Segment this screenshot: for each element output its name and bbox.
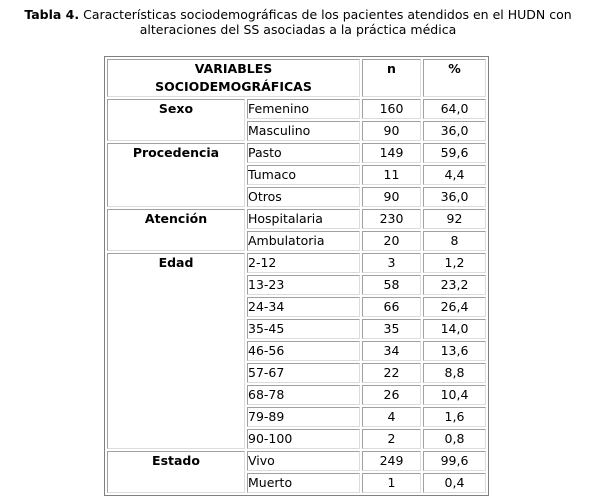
percent-cell: 10,4: [423, 385, 486, 405]
percent-cell: 13,6: [423, 341, 486, 361]
category-cell: Muerto: [247, 473, 360, 493]
group-label: Sexo: [107, 99, 245, 141]
count-cell: 2: [362, 429, 421, 449]
category-cell: 2-12: [247, 253, 360, 273]
category-cell: 68-78: [247, 385, 360, 405]
table-row: [107, 143, 486, 163]
percent-cell: 14,0: [423, 319, 486, 339]
table-caption: [8, 7, 588, 37]
table-row: [107, 253, 486, 273]
count-cell: 160: [362, 99, 421, 119]
group-label: Estado: [107, 451, 245, 493]
count-cell: 1: [362, 473, 421, 493]
percent-cell: 8,8: [423, 363, 486, 383]
percent-cell: 23,2: [423, 275, 486, 295]
caption-line-2: alteraciones del SS asociadas a la práctica médica: [139, 22, 457, 37]
category-cell: 46-56: [247, 341, 360, 361]
percent-cell: 4,4: [423, 165, 486, 185]
category-cell: Hospitalaria: [247, 209, 360, 229]
header-percent: %: [423, 59, 486, 97]
category-cell: 35-45: [247, 319, 360, 339]
count-cell: 34: [362, 341, 421, 361]
category-cell: Pasto: [247, 143, 360, 163]
percent-cell: 0,8: [423, 429, 486, 449]
count-cell: 22: [362, 363, 421, 383]
category-cell: Femenino: [247, 99, 360, 119]
category-cell: Vivo: [247, 451, 360, 471]
percent-cell: 0,4: [423, 473, 486, 493]
group-label: Atención: [107, 209, 245, 251]
sociodemographic-table: [104, 56, 489, 496]
count-cell: 249: [362, 451, 421, 471]
table-body: [107, 99, 486, 493]
header-variables: [107, 59, 360, 97]
category-cell: Masculino: [247, 121, 360, 141]
count-cell: 58: [362, 275, 421, 295]
count-cell: 149: [362, 143, 421, 163]
caption-label: Tabla 4.: [24, 7, 80, 22]
header-n: n: [362, 59, 421, 97]
percent-cell: 8: [423, 231, 486, 251]
group-label: Procedencia: [107, 143, 245, 207]
percent-cell: 59,6: [423, 143, 486, 163]
table-row: [107, 451, 486, 471]
count-cell: 20: [362, 231, 421, 251]
percent-cell: 26,4: [423, 297, 486, 317]
percent-cell: 64,0: [423, 99, 486, 119]
percent-cell: 36,0: [423, 187, 486, 207]
count-cell: 11: [362, 165, 421, 185]
count-cell: 66: [362, 297, 421, 317]
header-variables-line-1: VARIABLES: [194, 61, 273, 76]
group-label: Edad: [107, 253, 245, 449]
category-cell: 13-23: [247, 275, 360, 295]
count-cell: 35: [362, 319, 421, 339]
count-cell: 230: [362, 209, 421, 229]
percent-cell: 36,0: [423, 121, 486, 141]
count-cell: 26: [362, 385, 421, 405]
header-row: [107, 59, 486, 97]
category-cell: 57-67: [247, 363, 360, 383]
table-row: [107, 209, 486, 229]
category-cell: 90-100: [247, 429, 360, 449]
percent-cell: 1,2: [423, 253, 486, 273]
count-cell: 3: [362, 253, 421, 273]
count-cell: 90: [362, 121, 421, 141]
category-cell: Otros: [247, 187, 360, 207]
caption-text-1: Características sociodemográficas de los pacientes atendidos en el HUDN con: [79, 7, 572, 22]
percent-cell: 1,6: [423, 407, 486, 427]
percent-cell: 99,6: [423, 451, 486, 471]
header-variables-line-2: SOCIODEMOGRÁFICAS: [155, 79, 312, 94]
count-cell: 4: [362, 407, 421, 427]
category-cell: 24-34: [247, 297, 360, 317]
category-cell: 79-89: [247, 407, 360, 427]
count-cell: 90: [362, 187, 421, 207]
table-row: [107, 99, 486, 119]
category-cell: Tumaco: [247, 165, 360, 185]
percent-cell: 92: [423, 209, 486, 229]
category-cell: Ambulatoria: [247, 231, 360, 251]
caption-line-1: [8, 7, 588, 22]
